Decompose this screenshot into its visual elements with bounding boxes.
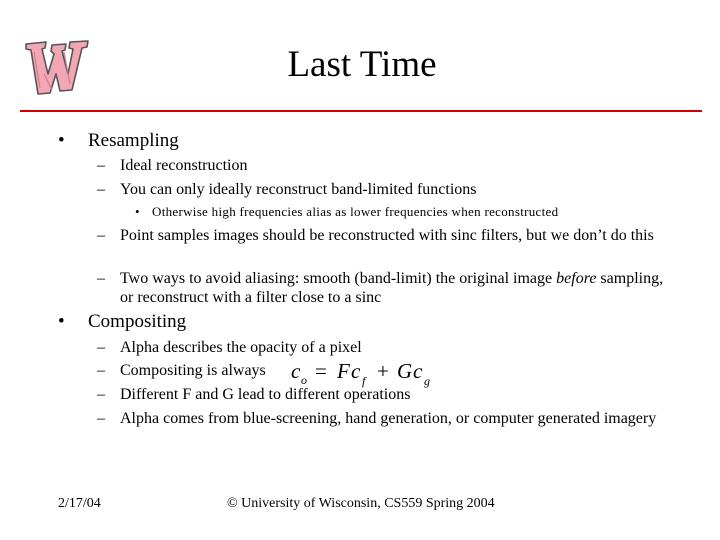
formula-sub-f: f <box>362 374 366 388</box>
sub-bullet-text: Different F and G lead to different operations <box>120 386 411 403</box>
sub-bullet-text: Ideal reconstruction <box>120 157 248 174</box>
bullet-text: Resampling <box>88 130 179 151</box>
footer-credit: © University of Wisconsin, CS559 Spring 2004 <box>227 496 495 511</box>
dash-glyph: – <box>97 362 105 379</box>
formula-F: F <box>337 359 350 383</box>
slide-title: Last Time <box>287 44 437 85</box>
dash-glyph: – <box>97 386 105 403</box>
dash-glyph: – <box>97 227 105 244</box>
formula-equals: = <box>315 359 327 383</box>
dash-glyph: – <box>97 339 105 356</box>
formula-c-o: c <box>291 359 301 383</box>
sub-sub-bullet-text: Otherwise high frequencies alias as lower frequencies when reconstructed <box>152 204 559 219</box>
sub-bullet-text: Alpha describes the opacity of a pixel <box>120 339 362 356</box>
sub-bullet-text: You can only ideally reconstruct band-limited functions <box>120 181 477 198</box>
sub-bullet-text: Two ways to avoid aliasing: smooth (band-limit) the original image before sampling, or reconstruct with a filter close to a sinc <box>120 270 664 306</box>
sub-bullet-text: Alpha comes from blue-screening, hand generation, or computer generated imagery <box>120 410 657 427</box>
bullet-glyph: • <box>58 311 65 332</box>
bullet-glyph: • <box>135 204 140 219</box>
dash-glyph: – <box>97 270 105 287</box>
dash-glyph: – <box>97 181 105 198</box>
dash-glyph: – <box>97 410 105 427</box>
formula-sub-o: o <box>301 373 307 387</box>
bullet-text: Compositing <box>88 311 187 332</box>
sub-bullet-text: Compositing is always <box>120 362 266 379</box>
footer-date: 2/17/04 <box>58 496 101 511</box>
title-divider <box>20 110 702 112</box>
formula-c-f: c <box>351 359 361 383</box>
formula-G: G <box>397 359 413 383</box>
formula-plus: + <box>377 359 389 383</box>
dash-glyph: – <box>97 157 105 174</box>
bullet-glyph: • <box>58 130 65 151</box>
sub-bullet-text: Point samples images should be reconstructed with sinc filters, but we don’t do this <box>120 227 654 244</box>
formula-c-g: c <box>413 359 423 383</box>
formula-sub-g: g <box>424 374 430 388</box>
